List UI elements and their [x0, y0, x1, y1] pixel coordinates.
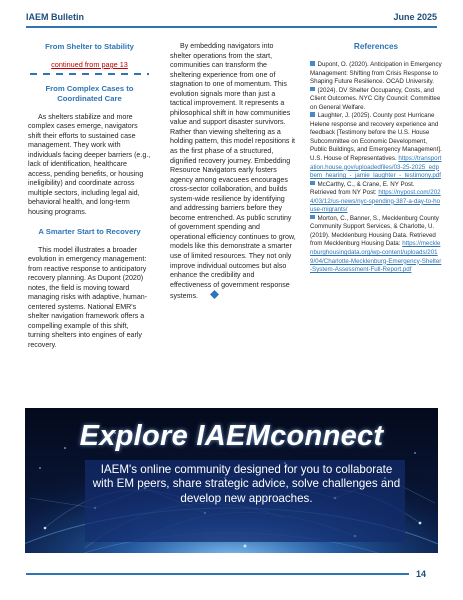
- paragraph-smarter-start: This model illustrates a broader evolution in emergency management: from reactive response to anticipatory recovery planning. As Dupont (2020) notes, the field is moving toward managing risks with adaptive, human-centered systems. National EMR's shelter navigation framework offers a compelling example of this shift, turning shelters into engines of early recovery.: [28, 245, 148, 350]
- references-title: References: [353, 42, 399, 51]
- paragraph-coordinated-care: As shelters stabilize and more complex cases emerge, navigators shift their efforts to sustained case management. They work with individuals facing deeper barriers (e.g., lack of identification, healthcare access, pending benefits, or housing ineligibility) and coordinate across multiple sectors, including legal aid, behavioral health, and long-term housing programs.: [28, 112, 151, 217]
- publication-title: IAEM Bulletin: [26, 12, 84, 22]
- reference-item: Morton, C., Banner, S., Mecklenburg County Community Support Services, & Charlotte, U. (2019). Mecklenburg Housing Data. Retrieved from Mecklenburg Housing Data: https://mecklenburghousingdata.org/wp-content/uploads/2019/04/Charlotte-Mecklenburg-Emergency-Shelter-System-Assessment-Full-Report.pdf: [310, 214, 442, 274]
- continued-link[interactable]: continued from page 13: [51, 60, 128, 69]
- end-mark-diamond-icon: [200, 290, 219, 303]
- column-left: [28, 42, 151, 351]
- reference-item: McCarthy, C., & Crane, E. NY Post. Retrieved from NY Post: https://nypost.com/2024/03/12/us-news/nyc-spending-387-a-day-to-house-migrants/: [310, 180, 441, 214]
- banner-title: Explore IAEMconnect: [79, 420, 384, 452]
- paragraph-embedding-navigators: [170, 42, 296, 303]
- banner-description: IAEM's online community designed for you to collaborate with EM peers, share strategic advice, solve challenges and develop new approaches.: [92, 463, 401, 505]
- section-title-coordinated-care: From Complex Cases to Coordinated Care: [45, 83, 134, 103]
- issue-date: June 2025: [393, 12, 437, 22]
- header-divider: [26, 26, 437, 28]
- square-bullet-icon: [310, 112, 315, 117]
- section-title-shelter-to-stability: From Shelter to Stability: [45, 42, 134, 51]
- footer-divider: [26, 573, 409, 575]
- column-middle: [170, 42, 296, 303]
- reference-link[interactable]: https://nypost.com/2024/03/12/us-news/nyc-spending-387-a-day-to-house-migrants/: [310, 189, 441, 214]
- square-bullet-icon: [310, 181, 315, 186]
- reference-item: Laughter, J. (2025). County post Hurricane Helene response and recovery experience and feedback [Testimony before the U.S. House Subcommittee on Economic Development, Public Buildings, and Emergency Management]. U.S. House of Representatives. https://transportation.house.gov/uploadedfiles/03-25-2025_edpbem_hearing_-_jamie_laughter_-_testimony.pdf: [310, 112, 442, 180]
- square-bullet-icon: [310, 215, 315, 220]
- page-header: [26, 10, 437, 24]
- dashed-divider: [30, 73, 149, 75]
- reference-item: Dupont, O. (2020). Anticipation in Emergency Management: Shifting from Crisis Response to Shaping Future Resilience. OCAD University.: [310, 61, 442, 86]
- section-title-smarter-start: A Smarter Start to Recovery: [38, 226, 141, 236]
- reference-link[interactable]: https://mecklenburghousingdata.org/wp-content/uploads/2019/04/Charlotte-Mecklenburg-Emergency-Shelter-System-Assessment-Full-Report.pdf: [310, 240, 442, 274]
- paragraph-text: By embedding navigators into shelter operations from the start, communities can transform the sheltering experience from one of stagnation to one of momentum. This evolution signals more than just a tactical improvement. It represents a philosophical shift in how communities value and support disaster survivors. Rather than viewing sheltering as a holding pattern, this model repositions it as the first phase of a structured, dignified recovery journey. Embedding Resource Navigators early fosters agency among evacuees encourages cross-sector collaboration, and builds system-wide resilience by identifying and addressing barriers before they become entrenched. As public scrutiny of government spending and operational efficiency continues to grow, models like this demonstrate a smarter use of limited resources. They not only improve individual outcomes but also enhance the credibility and effectiveness of government response systems.: [170, 42, 296, 301]
- reference-item: (2024). DV Shelter Occupancy, Costs, and Client Outcomes. NYC City Council: Committee on General Welfare.: [310, 86, 441, 111]
- page-number: 14: [416, 569, 427, 579]
- references-column: [310, 42, 442, 275]
- square-bullet-icon: [310, 61, 315, 66]
- square-bullet-icon: [310, 87, 315, 92]
- reference-link[interactable]: https://transportation.house.gov/uploadedfiles/03-25-2025_edpbem_hearing_-_jamie_laughter_-_testimony.pdf: [310, 155, 442, 180]
- iaemconnect-banner[interactable]: [25, 408, 438, 553]
